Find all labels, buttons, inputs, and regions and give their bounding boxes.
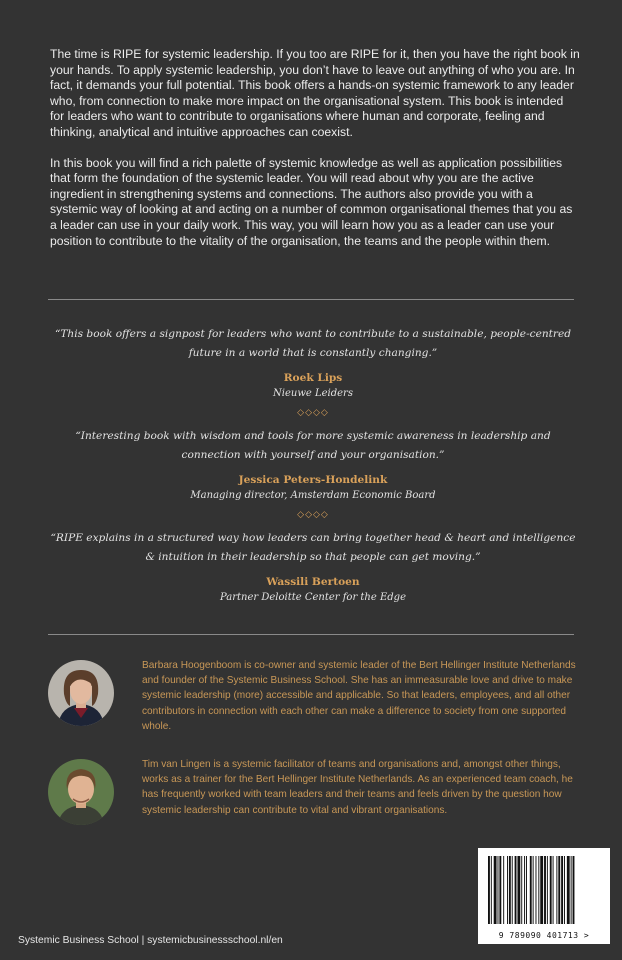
quote-text: “This book offers a signpost for leaders who want to contribute to a sustainable, people-centred future in a world that is constantly changing.” [54, 328, 572, 359]
quote-author-role: Partner Deloitte Center for the Edge [219, 592, 406, 603]
barcode-bar [503, 856, 504, 924]
barcode-bar [536, 856, 537, 924]
endorsements [50, 325, 576, 605]
barcode-bars [478, 848, 610, 928]
endorsement [50, 427, 576, 503]
barcode-bar [540, 856, 543, 924]
intro-paragraph-1: The time is RIPE for systemic leadership. If you too are RIPE for it, then you have the right book in your hands. To apply systemic leadership, you don’t have to leave out anything of who you are. In fact, it demands your full potential. This book offers a hands-on systemic framework to any leader who, from connection to make more impact on the organisational system. This book is intended for leaders who want to contribute to organisations where human and corporate, feeling and thinking, analytical and intuitive approaches can coexist. [50, 47, 580, 139]
barcode-bar [556, 856, 557, 924]
author-bio-barbara: Barbara Hoogenboom is co-owner and systemic leader of the Bert Hellinger Institute Netherlands and founder of the Systemic Business School. She has an immeasurable love and drive to make systemic leadership (more) accessible and applicable. So that leaders, employees, and all other contributors in connection with each other can make a difference to society from one supported whole. [142, 660, 576, 732]
endorsement [50, 529, 576, 605]
quote-separator: ◇◇◇◇ [297, 408, 329, 418]
barcode-bar [571, 856, 572, 924]
quote-author: Jessica Peters-Hondelink [238, 474, 388, 486]
barcode-bar [530, 856, 532, 924]
quote-author: Wassili Bertoen [266, 576, 360, 588]
barcode-bar [561, 856, 563, 924]
barcode-bar [524, 856, 525, 924]
barcode-bar [517, 856, 520, 924]
divider-bottom [48, 634, 574, 635]
barcode-bar [515, 856, 517, 924]
barcode-bar [538, 856, 539, 924]
barcode-bar [553, 856, 554, 924]
barcode-bar [526, 856, 527, 924]
isbn-number: 9 789090 401713 > [498, 931, 590, 940]
barcode [478, 848, 610, 944]
barcode-bar [564, 856, 565, 924]
endorsement [50, 325, 576, 401]
barcode-bar [498, 856, 499, 924]
barcode-bar [567, 856, 570, 924]
quote-separator: ◇◇◇◇ [297, 510, 329, 520]
quote-author: Roek Lips [283, 372, 343, 384]
quote-text: “Interesting book with wisdom and tools for more systemic awareness in leadership and connection with yourself and your organisation.” [75, 430, 551, 461]
footer-publisher: Systemic Business School | systemicbusinessschool.nl/en [18, 935, 283, 946]
barcode-bar [547, 856, 548, 924]
intro-text [50, 47, 580, 264]
divider-top [48, 299, 574, 300]
barcode-bar [550, 856, 552, 924]
author-barbara [48, 658, 578, 730]
author-photo-tim [48, 759, 114, 825]
author-photo-barbara [48, 660, 114, 726]
barcode-bar [573, 856, 575, 924]
barcode-bar [488, 856, 490, 924]
author-bio-tim: Tim van Lingen is a systemic facilitator of teams and organisations and, amongst other things, works as a trainer for the Bert Hellinger Institute Netherlands. As an experienced team coach, he has frequently worked with team leaders and their teams and feels driven by the question how systemic leadership can contribute to vital and vibrant organisations. [142, 759, 573, 816]
quote-author-role: Nieuwe Leiders [273, 388, 353, 399]
barcode-bar [494, 856, 497, 924]
barcode-bar [558, 856, 560, 924]
intro-paragraph-2: In this book you will find a rich palette of systemic knowledge as well as application possibilities that form the foundation of the systemic leader. You will read about why you are the active ingredient in strengthening systems and connections. The authors also provide you with a systemic way of looking at and acting on a number of common organisational themes that you as a leader can use in your daily work. This way, you will learn how you as a leader can use your position to contribute to the vitality of the organisation, the teams and the people within them. [50, 155, 573, 248]
barcode-bar [509, 856, 511, 924]
barcode-bar [512, 856, 513, 924]
barcode-bar [533, 856, 534, 924]
barcode-bar [491, 856, 492, 924]
author-tim [48, 757, 578, 829]
barcode-bar [521, 856, 522, 924]
barcode-bar [499, 856, 501, 924]
barcode-bar [507, 856, 508, 924]
quote-author-role: Managing director, Amsterdam Economic Board [190, 490, 436, 501]
quote-text: “RIPE explains in a structured way how leaders can bring together head & heart and intelligence & intuition in their leadership so that people can get moving.” [50, 532, 576, 563]
barcode-bar [544, 856, 546, 924]
